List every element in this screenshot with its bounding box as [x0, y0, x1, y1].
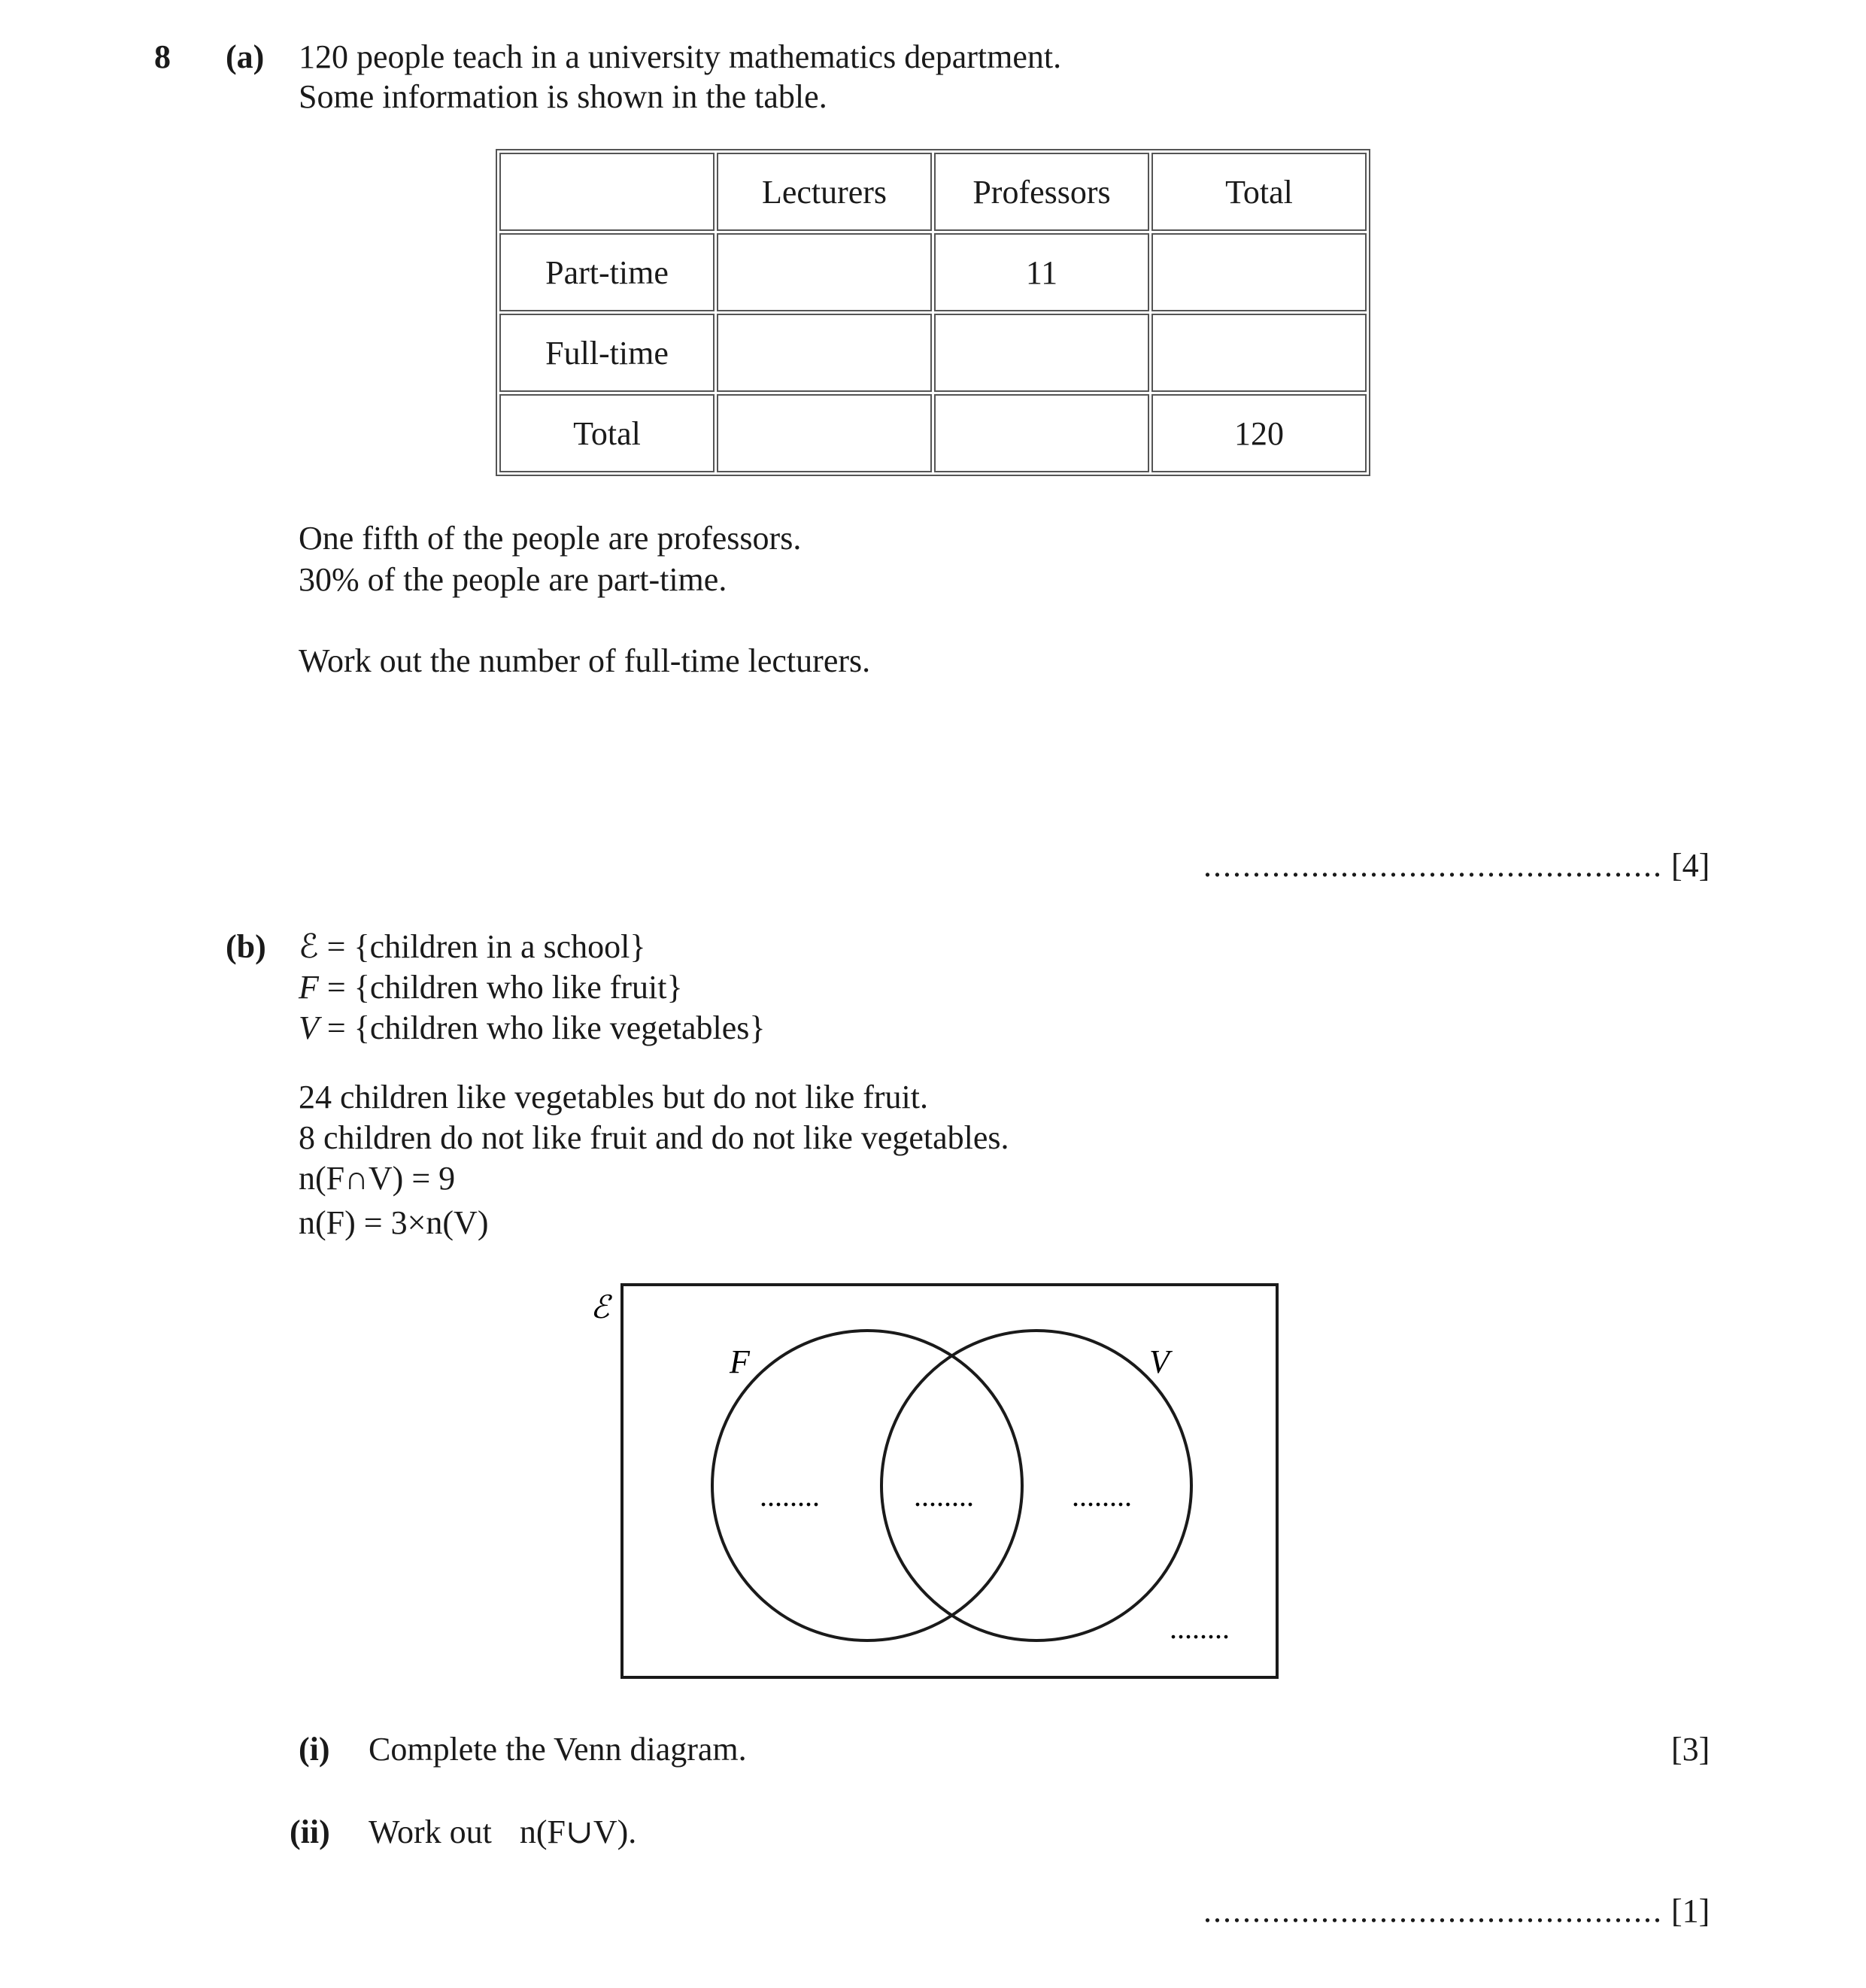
table-header-cell: Lecturers [717, 153, 932, 231]
table-header-cell [499, 153, 715, 231]
part-b-equation-intersection: n(F∩V) = 9 [299, 1160, 456, 1197]
table-row [499, 394, 1367, 472]
answer-region-intersection[interactable]: ........ [914, 1479, 974, 1513]
answer-region-v-only[interactable]: ........ [1072, 1479, 1132, 1513]
venn-diagram [579, 1279, 1301, 1685]
answer-region-outside[interactable]: ........ [1170, 1611, 1230, 1645]
part-b-equation-ratio: n(F) = 3×n(V) [299, 1204, 489, 1241]
part-b-info-neither: 8 children do not like fruit and do not like vegetables. [299, 1119, 1009, 1156]
set-description-f: = {children who like fruit} [318, 969, 683, 1006]
sub-part-ii-text [369, 1813, 636, 1853]
table-row [499, 233, 1367, 311]
table-cell [717, 314, 932, 392]
table-cell [1151, 314, 1367, 392]
table-header-cell: Total [1151, 153, 1367, 231]
table-row-label: Part-time [499, 233, 715, 311]
set-definition-vegetables [299, 1009, 766, 1049]
marks-a: [4] [1671, 847, 1710, 884]
table-cell [1151, 233, 1367, 311]
part-a-info-parttime: 30% of the people are part-time. [299, 561, 727, 598]
answer-line-a[interactable]: ............................................... [1203, 847, 1663, 884]
table-cell [717, 394, 932, 472]
part-b-info-veg-only: 24 children like vegetables but do not like fruit. [299, 1079, 929, 1115]
set-symbol-f: F [299, 969, 319, 1006]
staff-table [496, 149, 1370, 476]
part-a-intro-line2: Some information is shown in the table. [299, 78, 827, 115]
set-description-v: = {children who like vegetables} [318, 1009, 766, 1046]
part-a-info-professors: One fifth of the people are professors. [299, 520, 802, 557]
table-cell [934, 394, 1149, 472]
answer-region-f-only[interactable]: ........ [760, 1479, 820, 1513]
part-a-task: Work out the number of full-time lecturers. [299, 642, 871, 679]
table-row [499, 314, 1367, 392]
table-cell [934, 314, 1149, 392]
table-header-row [499, 153, 1367, 231]
question-number: 8 [154, 38, 171, 75]
sub-part-i-text: Complete the Venn diagram. [369, 1731, 747, 1768]
table-row-label: Full-time [499, 314, 715, 392]
answer-line-b-ii[interactable]: ............................................... [1203, 1892, 1663, 1929]
set-definition-fruit [299, 968, 683, 1008]
sub-part-ii-prefix: Work out [369, 1813, 492, 1850]
part-a-label: (a) [226, 38, 265, 75]
set-symbol-v: V [299, 1009, 319, 1046]
set-v-label: V [1149, 1343, 1170, 1380]
sub-part-i-label: (i) [299, 1731, 330, 1768]
table-header-cell: Professors [934, 153, 1149, 231]
set-f-label: F [730, 1343, 750, 1380]
sub-part-ii-expression: n(F∪V). [519, 1813, 637, 1850]
set-f-circle [712, 1331, 1022, 1640]
table-cell: 11 [934, 233, 1149, 311]
part-a-intro-line1: 120 people teach in a university mathematics department. [299, 38, 1062, 75]
set-definition-universal: ℰ = {children in a school} [299, 928, 646, 965]
table-cell [717, 233, 932, 311]
universal-set-label: ℰ [590, 1291, 610, 1325]
table-cell: 120 [1151, 394, 1367, 472]
part-b-label: (b) [226, 928, 266, 965]
marks-b-i: [3] [1671, 1731, 1710, 1768]
marks-b-ii: [1] [1671, 1892, 1710, 1929]
table-row-label: Total [499, 394, 715, 472]
sub-part-ii-label: (ii) [290, 1813, 330, 1850]
